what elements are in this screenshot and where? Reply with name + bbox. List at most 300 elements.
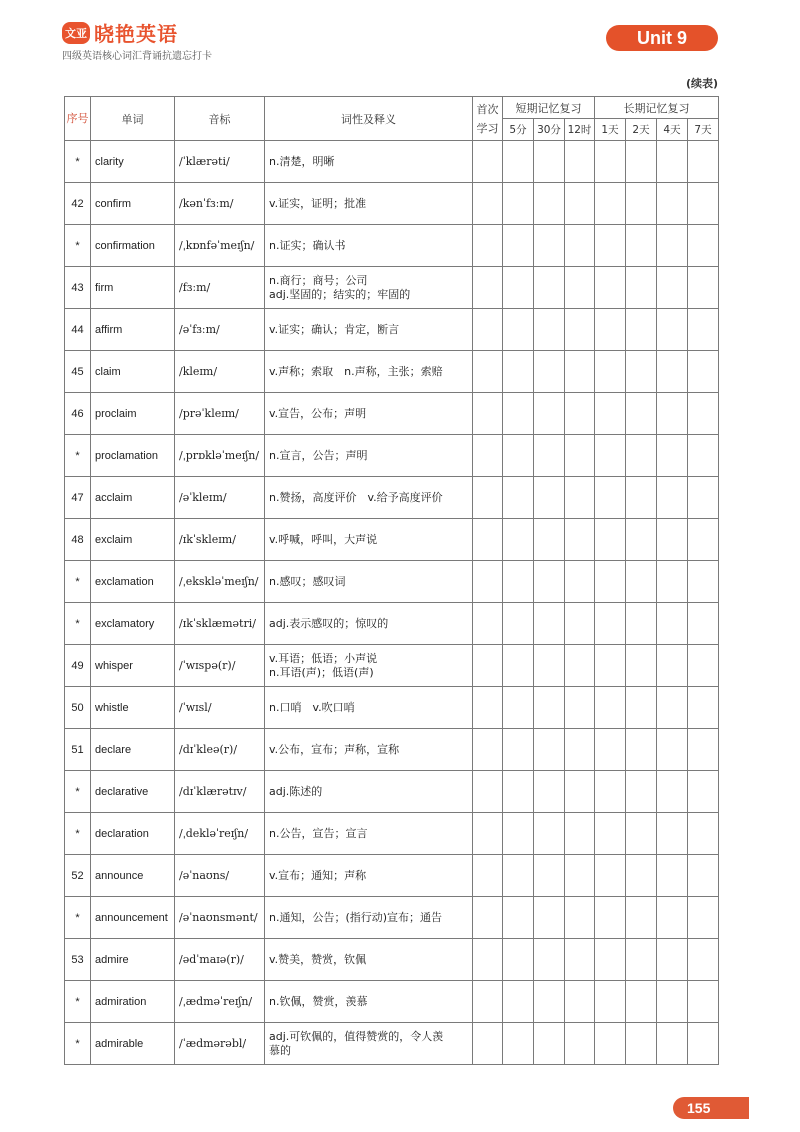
row-word: claim [91, 351, 175, 393]
unit-badge: Unit 9 [606, 25, 718, 51]
continuation-label: (续表) [685, 77, 718, 90]
table-row [65, 687, 719, 729]
row-seq: 53 [65, 939, 91, 981]
checkoff-cell[interactable] [503, 309, 534, 351]
checkoff-cell[interactable] [534, 729, 565, 771]
definition-line: v.证实；确认；肯定，断言 [269, 322, 400, 336]
checkoff-cell[interactable] [657, 519, 688, 561]
table-row [65, 393, 719, 435]
table-row [65, 645, 719, 687]
checkoff-cell[interactable] [473, 141, 503, 183]
checkoff-cell[interactable] [534, 225, 565, 267]
checkoff-cell[interactable] [626, 393, 657, 435]
checkoff-cell[interactable] [595, 981, 626, 1023]
checkoff-cell[interactable] [626, 813, 657, 855]
checkoff-cell[interactable] [626, 981, 657, 1023]
checkoff-cell[interactable] [688, 729, 719, 771]
checkoff-cell[interactable] [534, 687, 565, 729]
row-phonetic: /əˈnaʊnsmənt/ [175, 897, 265, 939]
checkoff-cell[interactable] [473, 771, 503, 813]
checkoff-cell[interactable] [503, 435, 534, 477]
table-row [65, 561, 719, 603]
checkoff-cell[interactable] [626, 1023, 657, 1065]
checkoff-cell[interactable] [626, 225, 657, 267]
row-phonetic: /ˈklærəti/ [175, 141, 265, 183]
row-seq: * [65, 771, 91, 813]
checkoff-cell[interactable] [473, 435, 503, 477]
row-phonetic: /dɪˈkleə(r)/ [175, 729, 265, 771]
row-phonetic: /kleɪm/ [175, 351, 265, 393]
checkoff-cell[interactable] [688, 981, 719, 1023]
checkoff-cell[interactable] [657, 1023, 688, 1065]
row-seq: * [65, 981, 91, 1023]
checkoff-cell[interactable] [565, 561, 595, 603]
table-row [65, 183, 719, 225]
checkoff-cell[interactable] [565, 687, 595, 729]
table-row [65, 309, 719, 351]
row-phonetic: /ˌprɒkləˈmeɪʃn/ [175, 435, 265, 477]
row-phonetic: /ɪkˈskleɪm/ [175, 519, 265, 561]
row-phonetic: /prəˈkleɪm/ [175, 393, 265, 435]
definition-line: adj.可钦佩的，值得赞赏的，令人羡 [269, 1029, 444, 1043]
checkoff-cell[interactable] [595, 645, 626, 687]
checkoff-cell[interactable] [688, 603, 719, 645]
checkoff-cell[interactable] [626, 519, 657, 561]
checkoff-cell[interactable] [534, 939, 565, 981]
row-phonetic: /ˌkɒnfəˈmeɪʃn/ [175, 225, 265, 267]
checkoff-cell[interactable] [473, 981, 503, 1023]
checkoff-cell[interactable] [626, 561, 657, 603]
row-definition [265, 141, 473, 183]
checkoff-cell[interactable] [657, 645, 688, 687]
checkoff-cell[interactable] [503, 183, 534, 225]
checkoff-cell[interactable] [534, 351, 565, 393]
checkoff-cell[interactable] [626, 729, 657, 771]
checkoff-cell[interactable] [503, 393, 534, 435]
definition-line: v.声称；索取 n.声称，主张；索赔 [269, 364, 443, 378]
checkoff-cell[interactable] [473, 729, 503, 771]
row-word: exclamatory [91, 603, 175, 645]
checkoff-cell[interactable] [473, 561, 503, 603]
checkoff-cell[interactable] [595, 561, 626, 603]
row-seq: * [65, 225, 91, 267]
checkoff-cell[interactable] [473, 519, 503, 561]
checkoff-cell[interactable] [657, 477, 688, 519]
checkoff-cell[interactable] [503, 897, 534, 939]
checkoff-cell[interactable] [565, 855, 595, 897]
definition-line: adj.表示感叹的；惊叹的 [269, 616, 389, 630]
checkoff-cell[interactable] [534, 603, 565, 645]
checkoff-cell[interactable] [688, 477, 719, 519]
checkoff-cell[interactable] [534, 981, 565, 1023]
checkoff-cell[interactable] [534, 309, 565, 351]
checkoff-cell[interactable] [565, 771, 595, 813]
brand [62, 18, 178, 47]
row-seq: * [65, 603, 91, 645]
checkoff-cell[interactable] [657, 225, 688, 267]
row-definition [265, 393, 473, 435]
checkoff-cell[interactable] [503, 939, 534, 981]
row-phonetic: /əˈkleɪm/ [175, 477, 265, 519]
header-5min: 5分 [503, 119, 534, 141]
vocabulary-table [64, 96, 719, 1065]
checkoff-cell[interactable] [688, 897, 719, 939]
checkoff-cell[interactable] [534, 141, 565, 183]
checkoff-cell[interactable] [534, 1023, 565, 1065]
checkoff-cell[interactable] [503, 981, 534, 1023]
row-definition [265, 267, 473, 309]
row-word: admirable [91, 1023, 175, 1065]
checkoff-cell[interactable] [503, 645, 534, 687]
row-definition [265, 981, 473, 1023]
checkoff-cell[interactable] [503, 141, 534, 183]
header-7day: 7天 [688, 119, 719, 141]
row-definition [265, 729, 473, 771]
checkoff-cell[interactable] [688, 855, 719, 897]
row-definition [265, 771, 473, 813]
checkoff-cell[interactable] [473, 267, 503, 309]
checkoff-cell[interactable] [503, 519, 534, 561]
checkoff-cell[interactable] [688, 309, 719, 351]
row-seq: * [65, 435, 91, 477]
checkoff-cell[interactable] [534, 897, 565, 939]
checkoff-cell[interactable] [657, 603, 688, 645]
header-phonetic: 音标 [175, 97, 265, 141]
checkoff-cell[interactable] [473, 183, 503, 225]
definition-line: v.宣告，公布；声明 [269, 406, 367, 420]
row-word: admiration [91, 981, 175, 1023]
checkoff-cell[interactable] [595, 351, 626, 393]
checkoff-cell[interactable] [595, 603, 626, 645]
checkoff-cell[interactable] [595, 771, 626, 813]
checkoff-cell[interactable] [534, 477, 565, 519]
row-phonetic: /ˈædmərəbl/ [175, 1023, 265, 1065]
row-definition [265, 519, 473, 561]
table-row [65, 813, 719, 855]
checkoff-cell[interactable] [657, 771, 688, 813]
checkoff-cell[interactable] [565, 141, 595, 183]
checkoff-cell[interactable] [657, 897, 688, 939]
row-definition [265, 897, 473, 939]
checkoff-cell[interactable] [473, 1023, 503, 1065]
checkoff-cell[interactable] [503, 225, 534, 267]
checkoff-cell[interactable] [626, 855, 657, 897]
definition-line: adj.坚固的；结实的；牢固的 [269, 287, 411, 301]
checkoff-cell[interactable] [595, 435, 626, 477]
checkoff-cell[interactable] [534, 519, 565, 561]
row-phonetic: /fɜːm/ [175, 267, 265, 309]
definition-line: n.商行；商号；公司 [269, 273, 368, 287]
checkoff-cell[interactable] [565, 519, 595, 561]
checkoff-cell[interactable] [595, 1023, 626, 1065]
row-definition [265, 183, 473, 225]
row-definition [265, 813, 473, 855]
checkoff-cell[interactable] [503, 267, 534, 309]
table-row [65, 729, 719, 771]
checkoff-cell[interactable] [565, 393, 595, 435]
row-phonetic: /ədˈmaɪə(r)/ [175, 939, 265, 981]
row-definition [265, 645, 473, 687]
brand-name: 晓艳英语 [94, 22, 178, 46]
row-word: announce [91, 855, 175, 897]
checkoff-cell[interactable] [688, 939, 719, 981]
row-phonetic: /ˌdekləˈreɪʃn/ [175, 813, 265, 855]
definition-line: n.口哨 v.吹口哨 [269, 700, 355, 714]
checkoff-cell[interactable] [626, 267, 657, 309]
checkoff-cell[interactable] [626, 645, 657, 687]
definition-line: v.呼喊，呼叫，大声说 [269, 532, 378, 546]
row-word: proclaim [91, 393, 175, 435]
row-word: whisper [91, 645, 175, 687]
checkoff-cell[interactable] [534, 561, 565, 603]
checkoff-cell[interactable] [626, 687, 657, 729]
row-word: declarative [91, 771, 175, 813]
row-definition [265, 561, 473, 603]
checkoff-cell[interactable] [595, 477, 626, 519]
checkoff-cell[interactable] [626, 309, 657, 351]
row-definition [265, 435, 473, 477]
checkoff-cell[interactable] [626, 939, 657, 981]
checkoff-cell[interactable] [473, 603, 503, 645]
checkoff-cell[interactable] [595, 939, 626, 981]
checkoff-cell[interactable] [595, 267, 626, 309]
checkoff-cell[interactable] [688, 687, 719, 729]
brand-subtitle: 四级英语核心词汇背诵抗遗忘打卡 [62, 51, 212, 62]
row-seq: 45 [65, 351, 91, 393]
checkoff-cell[interactable] [688, 771, 719, 813]
row-seq: 50 [65, 687, 91, 729]
checkoff-cell[interactable] [626, 477, 657, 519]
header-word: 单词 [91, 97, 175, 141]
table-row [65, 897, 719, 939]
checkoff-cell[interactable] [534, 267, 565, 309]
row-seq: 43 [65, 267, 91, 309]
table-row [65, 477, 719, 519]
table-row [65, 771, 719, 813]
checkoff-cell[interactable] [473, 897, 503, 939]
table-row [65, 225, 719, 267]
checkoff-cell[interactable] [565, 645, 595, 687]
checkoff-cell[interactable] [473, 855, 503, 897]
checkoff-cell[interactable] [688, 141, 719, 183]
row-seq: 46 [65, 393, 91, 435]
checkoff-cell[interactable] [565, 225, 595, 267]
checkoff-cell[interactable] [565, 897, 595, 939]
row-definition [265, 603, 473, 645]
checkoff-cell[interactable] [473, 687, 503, 729]
checkoff-cell[interactable] [503, 1023, 534, 1065]
checkoff-cell[interactable] [595, 855, 626, 897]
checkoff-cell[interactable] [688, 225, 719, 267]
checkoff-cell[interactable] [657, 435, 688, 477]
checkoff-cell[interactable] [595, 687, 626, 729]
definition-line: n.证实；确认书 [269, 238, 346, 252]
row-seq: 49 [65, 645, 91, 687]
checkoff-cell[interactable] [688, 561, 719, 603]
checkoff-cell[interactable] [657, 183, 688, 225]
definition-line: n.公告，宣告；宣言 [269, 826, 368, 840]
checkoff-cell[interactable] [688, 813, 719, 855]
checkoff-cell[interactable] [595, 225, 626, 267]
checkoff-cell[interactable] [565, 351, 595, 393]
row-word: declaration [91, 813, 175, 855]
definition-line: v.赞美，赞赏，钦佩 [269, 952, 367, 966]
checkoff-cell[interactable] [657, 351, 688, 393]
definition-line: n.赞扬，高度评价 v.给予高度评价 [269, 490, 443, 504]
row-word: exclaim [91, 519, 175, 561]
checkoff-cell[interactable] [503, 477, 534, 519]
checkoff-cell[interactable] [473, 309, 503, 351]
checkoff-cell[interactable] [534, 813, 565, 855]
checkoff-cell[interactable] [473, 939, 503, 981]
checkoff-cell[interactable] [688, 393, 719, 435]
definition-line: n.耳语(声)；低语(声) [269, 665, 374, 679]
row-phonetic: /ɪkˈsklæmətri/ [175, 603, 265, 645]
checkoff-cell[interactable] [595, 183, 626, 225]
table-row [65, 981, 719, 1023]
table-row [65, 519, 719, 561]
table-row [65, 939, 719, 981]
checkoff-cell[interactable] [626, 771, 657, 813]
row-phonetic: /əˈfɜːm/ [175, 309, 265, 351]
row-definition [265, 687, 473, 729]
checkoff-cell[interactable] [595, 897, 626, 939]
row-seq: * [65, 897, 91, 939]
checkoff-cell[interactable] [657, 855, 688, 897]
row-definition [265, 225, 473, 267]
header-1day: 1天 [595, 119, 626, 141]
checkoff-cell[interactable] [688, 351, 719, 393]
checkoff-cell[interactable] [657, 729, 688, 771]
checkoff-cell[interactable] [473, 645, 503, 687]
checkoff-cell[interactable] [595, 813, 626, 855]
checkoff-cell[interactable] [657, 561, 688, 603]
table-row [65, 855, 719, 897]
row-phonetic: /ˌædməˈreɪʃn/ [175, 981, 265, 1023]
checkoff-cell[interactable] [657, 267, 688, 309]
checkoff-cell[interactable] [534, 183, 565, 225]
brand-logo: 文亚 [62, 22, 90, 44]
checkoff-cell[interactable] [626, 141, 657, 183]
row-phonetic: /ˌekskləˈmeɪʃn/ [175, 561, 265, 603]
checkoff-cell[interactable] [503, 351, 534, 393]
checkoff-cell[interactable] [503, 603, 534, 645]
table-row [65, 267, 719, 309]
checkoff-cell[interactable] [565, 729, 595, 771]
checkoff-cell[interactable] [657, 141, 688, 183]
checkoff-cell[interactable] [688, 1023, 719, 1065]
checkoff-cell[interactable] [626, 435, 657, 477]
header-short-term: 短期记忆复习 [503, 97, 595, 119]
row-seq: 51 [65, 729, 91, 771]
checkoff-cell[interactable] [595, 141, 626, 183]
row-phonetic: /dɪˈklærətɪv/ [175, 771, 265, 813]
row-phonetic: /ˈwɪsl/ [175, 687, 265, 729]
checkoff-cell[interactable] [657, 309, 688, 351]
checkoff-cell[interactable] [657, 981, 688, 1023]
definition-line: v.耳语；低语；小声说 [269, 651, 378, 665]
checkoff-cell[interactable] [534, 771, 565, 813]
checkoff-cell[interactable] [565, 603, 595, 645]
checkoff-cell[interactable] [503, 561, 534, 603]
header-2day: 2天 [626, 119, 657, 141]
checkoff-cell[interactable] [534, 393, 565, 435]
checkoff-cell[interactable] [565, 435, 595, 477]
row-word: acclaim [91, 477, 175, 519]
row-definition [265, 309, 473, 351]
definition-line: 慕的 [269, 1043, 291, 1057]
checkoff-cell[interactable] [473, 225, 503, 267]
checkoff-cell[interactable] [534, 645, 565, 687]
checkoff-cell[interactable] [565, 267, 595, 309]
checkoff-cell[interactable] [503, 771, 534, 813]
checkoff-cell[interactable] [626, 603, 657, 645]
checkoff-cell[interactable] [688, 435, 719, 477]
checkoff-cell[interactable] [565, 813, 595, 855]
checkoff-cell[interactable] [565, 1023, 595, 1065]
checkoff-cell[interactable] [688, 183, 719, 225]
checkoff-cell[interactable] [626, 351, 657, 393]
row-seq: 52 [65, 855, 91, 897]
checkoff-cell[interactable] [473, 813, 503, 855]
row-word: whistle [91, 687, 175, 729]
row-phonetic: /kənˈfɜːm/ [175, 183, 265, 225]
checkoff-cell[interactable] [688, 267, 719, 309]
checkoff-cell[interactable] [595, 393, 626, 435]
checkoff-cell[interactable] [657, 687, 688, 729]
checkoff-cell[interactable] [688, 645, 719, 687]
checkoff-cell[interactable] [595, 519, 626, 561]
row-definition [265, 855, 473, 897]
checkoff-cell[interactable] [473, 351, 503, 393]
definition-line: n.钦佩，赞赏，羡慕 [269, 994, 368, 1008]
checkoff-cell[interactable] [626, 183, 657, 225]
checkoff-cell[interactable] [473, 393, 503, 435]
checkoff-cell[interactable] [503, 855, 534, 897]
checkoff-cell[interactable] [503, 729, 534, 771]
row-definition [265, 351, 473, 393]
checkoff-cell[interactable] [595, 309, 626, 351]
checkoff-cell[interactable] [534, 855, 565, 897]
checkoff-cell[interactable] [688, 519, 719, 561]
checkoff-cell[interactable] [565, 981, 595, 1023]
checkoff-cell[interactable] [565, 939, 595, 981]
checkoff-cell[interactable] [657, 813, 688, 855]
row-seq: * [65, 141, 91, 183]
checkoff-cell[interactable] [503, 687, 534, 729]
checkoff-cell[interactable] [473, 477, 503, 519]
row-word: proclamation [91, 435, 175, 477]
checkoff-cell[interactable] [503, 813, 534, 855]
vocabulary-rows [65, 141, 719, 1065]
table-row [65, 435, 719, 477]
row-definition [265, 939, 473, 981]
row-word: confirm [91, 183, 175, 225]
checkoff-cell[interactable] [534, 435, 565, 477]
header-long-term: 长期记忆复习 [595, 97, 719, 119]
checkoff-cell[interactable] [626, 897, 657, 939]
definition-line: n.宣言，公告；声明 [269, 448, 368, 462]
checkoff-cell[interactable] [595, 729, 626, 771]
checkoff-cell[interactable] [657, 939, 688, 981]
checkoff-cell[interactable] [565, 477, 595, 519]
header-first-study: 首次学习 [473, 97, 503, 141]
page-number: 155 [673, 1097, 749, 1119]
checkoff-cell[interactable] [565, 309, 595, 351]
checkoff-cell[interactable] [657, 393, 688, 435]
checkoff-cell[interactable] [565, 183, 595, 225]
header-seq: 序号 [65, 97, 91, 141]
